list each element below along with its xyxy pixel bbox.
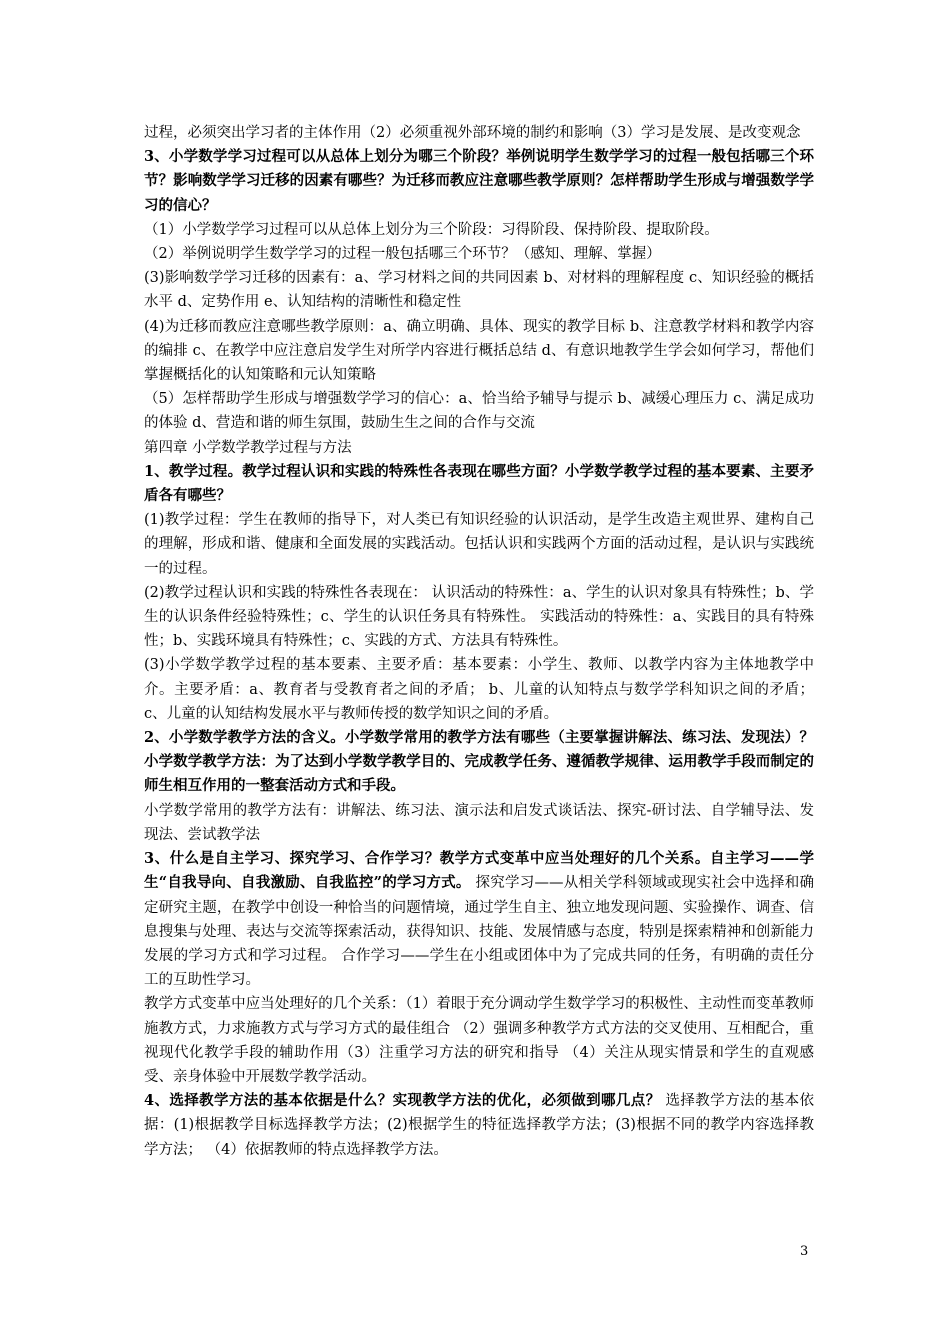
paragraph <box>144 218 814 242</box>
paragraph <box>144 242 814 266</box>
paragraph <box>144 653 814 726</box>
paragraph <box>144 387 814 435</box>
paragraph <box>144 266 814 314</box>
bold-text: 3、小学数学学习过程可以从总体上划分为哪三个阶段？举例说明学生数学学习的过程一般包括哪三个环节？影响数学学习迁移的因素有哪些？为迁移而教应注意哪些教学原则？怎样帮助学生形成与增强数学学习的信心？ <box>144 148 814 214</box>
paragraph <box>144 726 814 799</box>
body-text: (4)为迁移而教应注意哪些教学原则：a、确立明确、具体、现实的教学目标 b、注意教学材料和教学内容的编排 c、在教学中应注意启发学生对所学内容进行概括总结 d、有意识地教学生学会如何学习，帮他们掌握概括化的认知策略和元认知策略 <box>144 318 814 384</box>
paragraph <box>144 121 814 145</box>
body-text: (1)教学过程：学生在教师的指导下，对人类已有知识经验的认识活动，是学生改造主观世界、建构自己的理解，形成和谐、健康和全面发展的实践活动。包括认识和实践两个方面的活动过程，是认识与实践统一的过程。 <box>144 512 814 577</box>
bold-text: 4、选择教学方法的基本依据是什么？实现教学方法的优化，必须做到哪几点？ <box>144 1092 661 1110</box>
paragraph <box>144 1089 814 1162</box>
body-text: （1）小学数学学习过程可以从总体上划分为三个阶段：习得阶段、保持阶段、提取阶段。 <box>144 221 719 238</box>
paragraph <box>144 436 814 460</box>
body-text: 小学数学常用的教学方法有：讲解法、练习法、演示法和启发式谈话法、探究-研讨法、自学辅导法、发现法、尝试教学法 <box>144 802 814 843</box>
page-body <box>144 121 814 1162</box>
body-text: 选择教学方法的基本依据：(1)根据教学目标选择教学方法；(2)根据学生的特征选择教学方法；(3)根据不同的教学内容选择教学方法； （4）依据教师的特点选择教学方法。 <box>144 1093 814 1158</box>
body-text: 第四章 小学数学教学过程与方法 <box>144 439 352 456</box>
body-text: （5）怎样帮助学生形成与增强数学学习的信心：a、恰当给予辅导与提示 b、减缓心理压力 c、满足成功的体验 d、营造和谐的师生氛围，鼓励生生之间的合作与交流 <box>144 391 814 432</box>
paragraph <box>144 508 814 581</box>
paragraph <box>144 581 814 654</box>
body-text: 教学方式变革中应当处理好的几个关系：（1）着眼于充分调动学生数学学习的积极性、主动性而变革教师施教方式，力求施教方式与学习方式的最佳组合 （2）强调多种教学方式方法的交叉使用、互相配合，重视现代化教学手段的辅助作用（3）注重学习方法的研究和指导 （4）关注从现实情景和学生的直观感受、亲身体验中开展数学教学活动。 <box>144 996 814 1085</box>
body-text: (2)教学过程认识和实践的特殊性各表现在： 认识活动的特殊性：a、学生的认识对象具有特殊性；b、学生的认识条件经验特殊性；c、学生的认识任务具有特殊性。 实践活动的特殊性：a、实践目的具有特殊性；b、实践环境具有特殊性；c、实践的方式、方法具有特殊性。 <box>144 584 814 650</box>
page-number: 3 <box>800 1244 809 1259</box>
paragraph <box>144 992 814 1089</box>
body-text: 过程，必须突出学习者的主体作用（2）必须重视外部环境的制约和影响（3）学习是发展、是改变观念 <box>144 125 801 141</box>
body-text: （2）举例说明学生数学学习的过程一般包括哪三个环节？（感知、理解、掌握） <box>144 246 661 263</box>
bold-text: 2、小学数学教学方法的含义。小学数学常用的教学方法有哪些（主要掌握讲解法、练习法、发现法）？ 小学数学教学方法：为了达到小学数学教学目的、完成教学任务、遵循教学规律、运用教学手段而制定的师生相互作用的一整套活动方式和手段。 <box>144 729 814 795</box>
paragraph <box>144 315 814 388</box>
bold-text: 1、教学过程。教学过程认识和实践的特殊性各表现在哪些方面？小学数学教学过程的基本要素、主要矛盾各有哪些？ <box>144 462 814 505</box>
paragraph <box>144 145 814 218</box>
bold-text: 3、什么是自主学习、探究学习、合作学习？教学方式变革中应当处理好的几个关系。自主学习——学生“自我导向、自我激励、自我监控”的学习方式。 <box>144 850 814 892</box>
paragraph <box>144 460 814 508</box>
paragraph <box>144 799 814 847</box>
paragraph <box>144 847 814 992</box>
body-text: (3)小学数学教学过程的基本要素、主要矛盾：基本要素：小学生、教师、以教学内容为主体地教学中介。主要矛盾：a、教育者与受教育者之间的矛盾； b、儿童的认知特点与数学学科知识之间的矛盾； c、儿童的认知结构发展水平与教师传授的数学知识之间的矛盾。 <box>144 657 814 722</box>
body-text: 探究学习——从相关学科领域或现实社会中选择和确定研究主题，在教学中创设一种恰当的问题情境，通过学生自主、独立地发现问题、实验操作、调查、信息搜集与处理、表达与交流等探索活动，获得知识、技能、发展情感与态度，特别是探索精神和创新能力发展的学习方式和学习过程。 合作学习——学生在小组或团体中为了完成共同的任务，有明确的责任分工的互助性学习。 <box>144 875 814 989</box>
body-text: (3)影响数学学习迁移的因素有：a、学习材料之间的共同因素 b、对材料的理解程度 c、知识经验的概括水平 d、定势作用 e、认知结构的清晰性和稳定性 <box>144 270 814 311</box>
